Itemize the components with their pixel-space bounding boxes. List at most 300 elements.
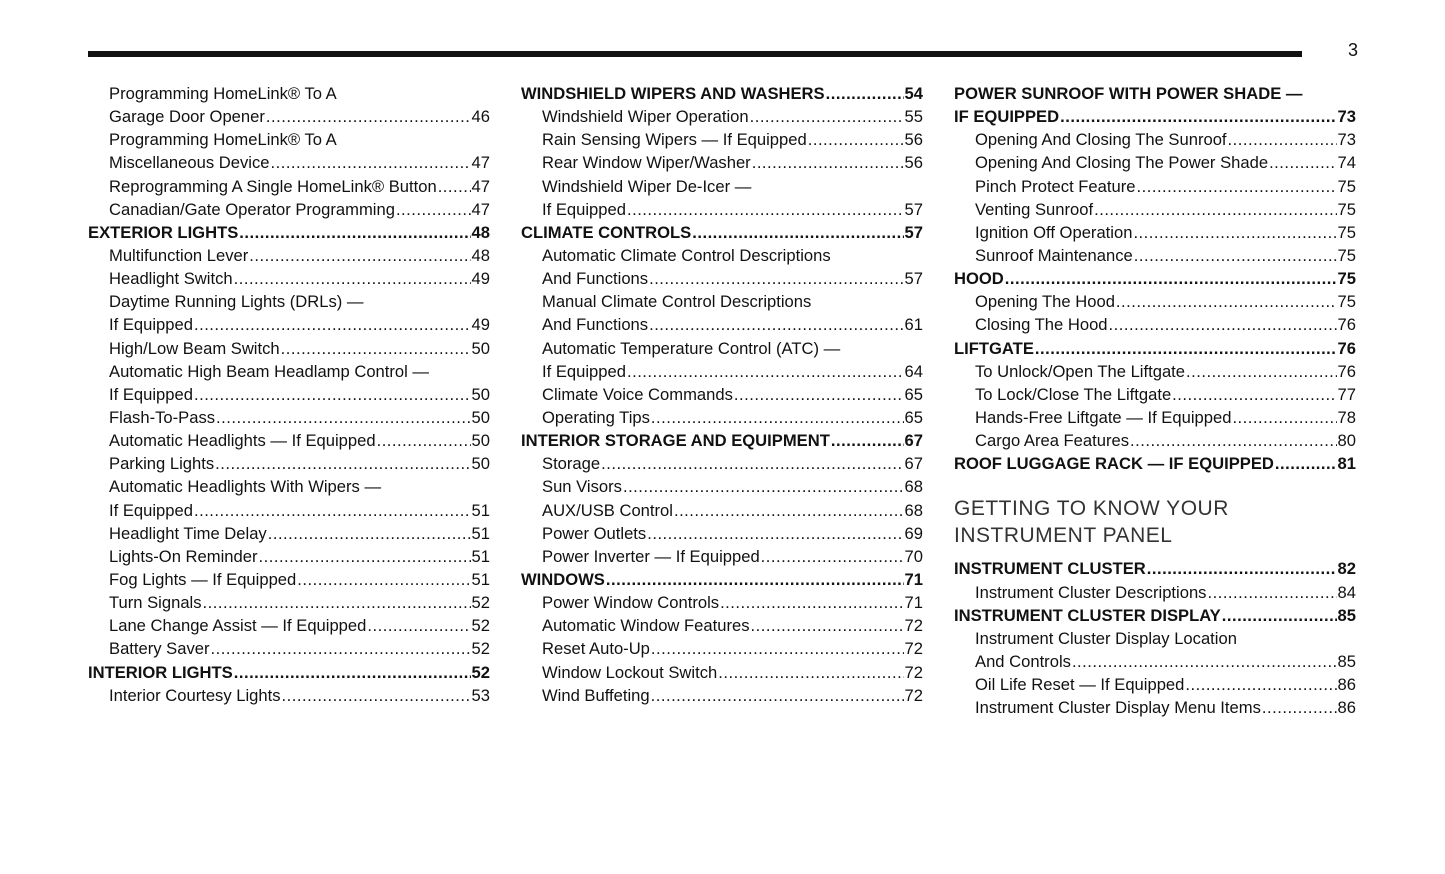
toc-page-number: 75	[1337, 176, 1356, 196]
toc-page-number: 73	[1337, 107, 1356, 127]
toc-entry[interactable]	[88, 499, 490, 522]
dot-leader	[266, 105, 471, 128]
toc-entry-title: EXTERIOR LIGHTS	[88, 222, 239, 242]
toc-page-number: 50	[471, 454, 490, 474]
toc-entry-title: Flash-To-Pass	[109, 407, 216, 427]
toc-entry[interactable]	[88, 337, 490, 360]
toc-page-number: 68	[904, 477, 923, 497]
toc-page-number: 49	[471, 315, 490, 335]
dot-leader	[282, 684, 471, 707]
toc-entry	[88, 82, 490, 105]
dot-leader	[1228, 128, 1337, 151]
toc-entry[interactable]	[88, 151, 490, 174]
toc-entry[interactable]	[521, 313, 923, 336]
toc-page-number: 64	[904, 361, 923, 381]
toc-heading[interactable]	[954, 604, 1356, 627]
toc-entry-title: Power Window Controls	[542, 593, 720, 613]
dot-leader	[234, 661, 471, 684]
toc-entry-title: INTERIOR STORAGE AND EQUIPMENT	[521, 431, 830, 451]
toc-entry-title: INTERIOR LIGHTS	[88, 662, 233, 682]
toc-entry[interactable]	[88, 175, 490, 198]
dot-leader	[692, 221, 903, 244]
toc-entry-title: And Controls	[975, 651, 1071, 671]
toc-entry-title: Power Outlets	[542, 523, 647, 543]
toc-heading[interactable]	[954, 452, 1356, 475]
toc-page-number: 50	[471, 384, 490, 404]
dot-leader	[1172, 383, 1336, 406]
toc-column-2	[521, 82, 923, 707]
toc-page-number: 46	[471, 107, 490, 127]
toc-column-3-top	[954, 82, 1356, 475]
toc-entry[interactable]	[88, 614, 490, 637]
dot-leader	[1094, 198, 1336, 221]
toc-page-number: 51	[471, 569, 490, 589]
toc-entry-title: Battery Saver	[109, 639, 210, 659]
dot-leader	[649, 313, 903, 336]
toc-entry[interactable]	[521, 452, 923, 475]
toc-page-number: 73	[1337, 130, 1356, 150]
toc-entry-title: Fog Lights — If Equipped	[109, 569, 297, 589]
toc-entry-title: High/Low Beam Switch	[109, 338, 280, 358]
toc-entry[interactable]	[88, 591, 490, 614]
toc-entry-title: If Equipped	[109, 500, 193, 520]
toc-entry-title: Cargo Area Features	[975, 431, 1130, 451]
toc-page-number: 52	[471, 616, 490, 636]
dot-leader	[1137, 175, 1337, 198]
toc-page-number: 51	[471, 500, 490, 520]
toc-heading[interactable]	[88, 221, 490, 244]
toc-entry-title: Instrument Cluster Display Menu Items	[975, 698, 1261, 718]
toc-entry[interactable]	[521, 105, 923, 128]
dot-leader	[203, 591, 471, 614]
toc-entry-title: Opening The Hood	[975, 292, 1115, 312]
dot-leader	[194, 383, 471, 406]
toc-entry-title: WINDSHIELD WIPERS AND WASHERS	[521, 84, 825, 103]
toc-entry-title: Instrument Cluster Descriptions	[975, 582, 1207, 602]
toc-entry[interactable]	[954, 244, 1356, 267]
toc-entry	[954, 627, 1356, 650]
toc-entry[interactable]	[521, 637, 923, 660]
toc-heading	[954, 82, 1356, 105]
toc-page-number: 72	[904, 639, 923, 659]
page-number: 3	[1347, 40, 1358, 60]
toc-entry[interactable]	[954, 383, 1356, 406]
toc-entry-title: Pinch Protect Feature	[975, 176, 1136, 196]
toc-page-number: 68	[904, 500, 923, 520]
dot-leader	[761, 545, 904, 568]
toc-entry[interactable]	[88, 429, 490, 452]
toc-entry[interactable]	[521, 591, 923, 614]
toc-page-number: 57	[904, 199, 923, 219]
toc-entry-title: Headlight Time Delay	[109, 523, 267, 543]
toc-entry-title: Manual Climate Control Descriptions	[542, 292, 812, 312]
dot-leader	[647, 522, 903, 545]
toc-entry-title: Climate Voice Commands	[542, 384, 733, 404]
toc-entry[interactable]	[88, 545, 490, 568]
toc-entry-title: Ignition Off Operation	[975, 222, 1133, 242]
dot-leader	[194, 499, 471, 522]
toc-entry[interactable]	[88, 637, 490, 660]
section-title	[954, 495, 1356, 549]
toc-page-number: 48	[471, 245, 490, 265]
toc-entry[interactable]	[954, 696, 1356, 719]
toc-entry-title: Hands-Free Liftgate — If Equipped	[975, 407, 1232, 427]
toc-page-number: 52	[471, 639, 490, 659]
toc-page-number: 57	[904, 269, 923, 289]
dot-leader	[601, 452, 903, 475]
dot-leader	[194, 313, 471, 336]
toc-page-number: 75	[1337, 269, 1356, 289]
dot-leader	[377, 429, 471, 452]
toc-entry[interactable]	[954, 650, 1356, 673]
toc-entry[interactable]	[521, 522, 923, 545]
dot-leader	[651, 684, 904, 707]
toc-entry	[521, 290, 923, 313]
toc-entry-title: Reprogramming A Single HomeLink® Button	[109, 176, 437, 196]
dot-leader	[1133, 221, 1336, 244]
toc-entry[interactable]	[521, 499, 923, 522]
toc-page-number: 75	[1337, 292, 1356, 312]
section-title-line-2: INSTRUMENT PANEL	[954, 524, 1173, 548]
toc-entry[interactable]	[88, 406, 490, 429]
toc-page-number: 76	[1337, 315, 1356, 335]
toc-entry[interactable]	[88, 267, 490, 290]
toc-entry	[88, 290, 490, 313]
dot-leader	[651, 637, 904, 660]
toc-entry-title: HOOD	[954, 269, 1004, 289]
toc-page-number: 76	[1337, 361, 1356, 381]
toc-entry[interactable]	[954, 360, 1356, 383]
toc-entry-title: Rain Sensing Wipers — If Equipped	[542, 130, 807, 150]
toc-entry-title: Window Lockout Switch	[542, 662, 718, 682]
dot-leader	[1186, 360, 1337, 383]
toc-entry[interactable]	[521, 198, 923, 221]
toc-entry[interactable]	[521, 267, 923, 290]
toc-heading[interactable]	[521, 568, 923, 591]
toc-column-3-bottom	[954, 557, 1356, 719]
dot-leader	[826, 82, 904, 105]
toc-entry-title: Canadian/Gate Operator Programming	[109, 199, 395, 219]
toc-entry-title: Automatic Headlights — If Equipped	[109, 431, 376, 451]
toc-entry[interactable]	[954, 429, 1356, 452]
toc-entry-title: Storage	[542, 454, 601, 474]
toc-entry[interactable]	[88, 105, 490, 128]
dot-leader	[1116, 290, 1337, 313]
toc-page-number: 61	[904, 315, 923, 335]
toc-entry[interactable]	[521, 614, 923, 637]
dot-leader	[1109, 313, 1337, 336]
toc-entry-title: If Equipped	[542, 361, 626, 381]
toc-entry[interactable]	[521, 545, 923, 568]
toc-page-number: 65	[904, 407, 923, 427]
toc-heading[interactable]	[521, 429, 923, 452]
toc-entry	[88, 128, 490, 151]
toc-page-number: 80	[1337, 431, 1356, 451]
toc-entry	[521, 244, 923, 267]
toc-entry-title: Sun Visors	[542, 477, 622, 497]
toc-entry-title: Lights-On Reminder	[109, 546, 258, 566]
toc-page-number: 47	[471, 199, 490, 219]
dot-leader	[752, 151, 904, 174]
dot-leader	[1275, 452, 1337, 475]
dot-leader	[1185, 673, 1336, 696]
dot-leader	[367, 614, 470, 637]
toc-heading[interactable]	[521, 221, 923, 244]
toc-entry[interactable]	[521, 684, 923, 707]
toc-entry[interactable]	[88, 522, 490, 545]
toc-page-number: 52	[471, 662, 490, 682]
toc-entry-title: And Functions	[542, 315, 649, 335]
toc-entry-title: Sunroof Maintenance	[975, 245, 1133, 265]
toc-entry[interactable]	[954, 290, 1356, 313]
dot-leader	[1147, 557, 1337, 580]
toc-entry[interactable]	[954, 128, 1356, 151]
toc-entry[interactable]	[521, 661, 923, 684]
toc-entry[interactable]	[88, 198, 490, 221]
toc-page-number: 77	[1337, 384, 1356, 404]
toc-page-number: 55	[904, 107, 923, 127]
toc-page-number: 74	[1337, 153, 1356, 173]
dot-leader	[649, 267, 903, 290]
dot-leader	[438, 175, 471, 198]
toc-entry-title: Instrument Cluster Display Location	[975, 628, 1237, 648]
toc-entry[interactable]	[954, 198, 1356, 221]
dot-leader	[751, 614, 904, 637]
toc-entry-title: Interior Courtesy Lights	[109, 685, 281, 705]
dot-leader	[1060, 105, 1336, 128]
toc-entry[interactable]	[954, 406, 1356, 429]
dot-leader	[1222, 604, 1337, 627]
dot-leader	[1005, 267, 1337, 290]
toc-heading[interactable]	[954, 337, 1356, 360]
toc-page-number: 48	[471, 222, 490, 242]
toc-entry-title: Wind Buffeting	[542, 685, 650, 705]
toc-entry[interactable]	[521, 360, 923, 383]
toc-heading[interactable]	[954, 105, 1356, 128]
toc-page-number: 67	[904, 431, 923, 451]
toc-page-number: 82	[1337, 559, 1356, 579]
toc-page-number: 50	[471, 407, 490, 427]
toc-entry-title: CLIMATE CONTROLS	[521, 222, 692, 242]
dot-leader	[1072, 650, 1337, 673]
toc-page-number: 71	[904, 569, 923, 589]
toc-entry-title: IF EQUIPPED	[954, 107, 1060, 127]
toc-entry-title: If Equipped	[109, 315, 193, 335]
toc-entry[interactable]	[521, 475, 923, 498]
toc-entry-title: INSTRUMENT CLUSTER DISPLAY	[954, 605, 1221, 625]
dot-leader	[1134, 244, 1337, 267]
toc-entry-title: Venting Sunroof	[975, 199, 1094, 219]
toc-entry-title: Headlight Switch	[109, 269, 233, 289]
toc-entry	[521, 175, 923, 198]
toc-entry[interactable]	[521, 151, 923, 174]
toc-page-number: 52	[471, 593, 490, 613]
toc-page-number: 56	[904, 130, 923, 150]
toc-entry[interactable]	[88, 452, 490, 475]
dot-leader	[606, 568, 904, 591]
toc-entry[interactable]	[954, 581, 1356, 604]
toc-page-number: 65	[904, 384, 923, 404]
toc-entry	[88, 360, 490, 383]
dot-leader	[1232, 406, 1336, 429]
toc-page-number: 72	[904, 616, 923, 636]
toc-entry-title: Automatic Headlights With Wipers —	[109, 477, 382, 497]
toc-entry-title: And Functions	[542, 269, 649, 289]
dot-leader	[651, 406, 904, 429]
toc-heading[interactable]	[88, 661, 490, 684]
toc-page-number: 50	[471, 431, 490, 451]
dot-leader	[234, 267, 471, 290]
toc-entry	[88, 475, 490, 498]
toc-entry[interactable]	[954, 221, 1356, 244]
toc-page-number: 67	[904, 454, 923, 474]
toc-page-number: 70	[904, 546, 923, 566]
toc-page-number: 69	[904, 523, 923, 543]
toc-entry-title: Multifunction Lever	[109, 245, 249, 265]
toc-entry-title: Programming HomeLink® To A	[109, 130, 337, 150]
section-title-line-1: GETTING TO KNOW YOUR	[954, 497, 1229, 521]
toc-page-number: 81	[1337, 454, 1356, 474]
toc-page-number: 86	[1337, 698, 1356, 718]
toc-heading[interactable]	[954, 267, 1356, 290]
toc-entry-title: Reset Auto-Up	[542, 639, 650, 659]
dot-leader	[216, 406, 470, 429]
toc-entry[interactable]	[521, 383, 923, 406]
toc-entry-title: Lane Change Assist — If Equipped	[109, 616, 367, 636]
toc-page-number: 49	[471, 269, 490, 289]
dot-leader	[1130, 429, 1336, 452]
toc-entry-title: ROOF LUGGAGE RACK — IF EQUIPPED	[954, 454, 1274, 474]
dot-leader	[215, 452, 470, 475]
toc-page-number: 72	[904, 685, 923, 705]
toc-entry-title: Opening And Closing The Sunroof	[975, 130, 1227, 150]
dot-leader	[249, 244, 470, 267]
dot-leader	[734, 383, 904, 406]
toc-page-number: 56	[904, 153, 923, 173]
dot-leader	[1262, 696, 1337, 719]
dot-leader	[720, 591, 903, 614]
dot-leader	[281, 337, 471, 360]
toc-page-number: 51	[471, 546, 490, 566]
toc-entry-title: WINDOWS	[521, 569, 605, 589]
toc-entry-title: Rear Window Wiper/Washer	[542, 153, 751, 173]
toc-page-number: 54	[904, 84, 923, 103]
dot-leader	[270, 151, 470, 174]
toc-entry-title: Operating Tips	[542, 407, 650, 427]
toc-entry-title: Automatic Climate Control Descriptions	[542, 245, 831, 265]
toc-column-3	[954, 82, 1356, 719]
toc-entry[interactable]	[521, 406, 923, 429]
toc-page-number: 47	[471, 153, 490, 173]
dot-leader	[808, 128, 904, 151]
toc-entry[interactable]	[88, 244, 490, 267]
toc-entry-title: Windshield Wiper De-Icer —	[542, 176, 752, 196]
toc-page-number: 57	[904, 222, 923, 242]
toc-entry-title: Automatic Window Features	[542, 616, 750, 636]
toc-page-number: 78	[1337, 407, 1356, 427]
toc-page-number: 84	[1337, 582, 1356, 602]
toc-entry-title: Programming HomeLink® To A	[109, 84, 337, 103]
dot-leader	[627, 198, 904, 221]
dot-leader	[1207, 581, 1336, 604]
dot-leader	[259, 545, 471, 568]
toc-entry-title: Power Inverter — If Equipped	[542, 546, 760, 566]
dot-leader	[750, 105, 904, 128]
toc-entry-title: Opening And Closing The Power Shade	[975, 153, 1269, 173]
toc-entry[interactable]	[954, 673, 1356, 696]
dot-leader	[1035, 337, 1337, 360]
toc-entry-title: Automatic Temperature Control (ATC) —	[542, 338, 841, 358]
toc-page-number: 86	[1337, 675, 1356, 695]
toc-page-number: 51	[471, 523, 490, 543]
toc-entry-title: LIFTGATE	[954, 338, 1034, 358]
dot-leader	[1269, 151, 1336, 174]
dot-leader	[674, 499, 904, 522]
toc-page-number: 85	[1337, 605, 1356, 625]
toc-page-number: 53	[471, 685, 490, 705]
toc-entry-title: POWER SUNROOF WITH POWER SHADE —	[954, 84, 1303, 103]
toc-page-number: 47	[471, 176, 490, 196]
toc-page-number: 75	[1337, 199, 1356, 219]
toc-page-number: 85	[1337, 651, 1356, 671]
toc-entry[interactable]	[88, 313, 490, 336]
toc-entry-title: Parking Lights	[109, 454, 215, 474]
toc-page-number: 76	[1337, 338, 1356, 358]
toc-entry-title: AUX/USB Control	[542, 500, 673, 520]
toc-page-number: 75	[1337, 245, 1356, 265]
toc-entry[interactable]	[88, 568, 490, 591]
dot-leader	[396, 198, 471, 221]
toc-entry-title: To Lock/Close The Liftgate	[975, 384, 1172, 404]
toc-entry-title: Oil Life Reset — If Equipped	[975, 675, 1185, 695]
toc-entry-title: If Equipped	[542, 199, 626, 219]
toc-entry[interactable]	[88, 684, 490, 707]
toc-page-number: 50	[471, 338, 490, 358]
dot-leader	[211, 637, 471, 660]
dot-leader	[239, 221, 470, 244]
toc-entry-title: Turn Signals	[109, 593, 202, 613]
header-rule	[88, 51, 1302, 57]
dot-leader	[297, 568, 470, 591]
toc-entry-title: Windshield Wiper Operation	[542, 107, 749, 127]
toc-entry-title: Daytime Running Lights (DRLs) —	[109, 292, 364, 312]
dot-leader	[623, 475, 904, 498]
toc-entry[interactable]	[954, 151, 1356, 174]
toc-entry-title: Miscellaneous Device	[109, 153, 270, 173]
toc-page-number: 71	[904, 593, 923, 613]
toc-entry-title: INSTRUMENT CLUSTER	[954, 559, 1146, 579]
toc-heading[interactable]	[954, 557, 1356, 580]
toc-entry-title: To Unlock/Open The Liftgate	[975, 361, 1186, 381]
toc-heading[interactable]	[521, 82, 923, 105]
toc-entry-title: If Equipped	[109, 384, 193, 404]
toc-column-1	[88, 82, 490, 707]
dot-leader	[268, 522, 471, 545]
toc-entry-title: Garage Door Opener	[109, 107, 265, 127]
toc-entry-title: Closing The Hood	[975, 315, 1108, 335]
toc-entry-title: Automatic High Beam Headlamp Control —	[109, 361, 430, 381]
toc-entry[interactable]	[954, 313, 1356, 336]
toc-entry	[521, 337, 923, 360]
toc-entry[interactable]	[521, 128, 923, 151]
dot-leader	[627, 360, 904, 383]
dot-leader	[831, 429, 904, 452]
dot-leader	[718, 661, 903, 684]
toc-page-number: 72	[904, 662, 923, 682]
toc-entry[interactable]	[88, 383, 490, 406]
toc-page-number: 75	[1337, 222, 1356, 242]
toc-entry[interactable]	[954, 175, 1356, 198]
